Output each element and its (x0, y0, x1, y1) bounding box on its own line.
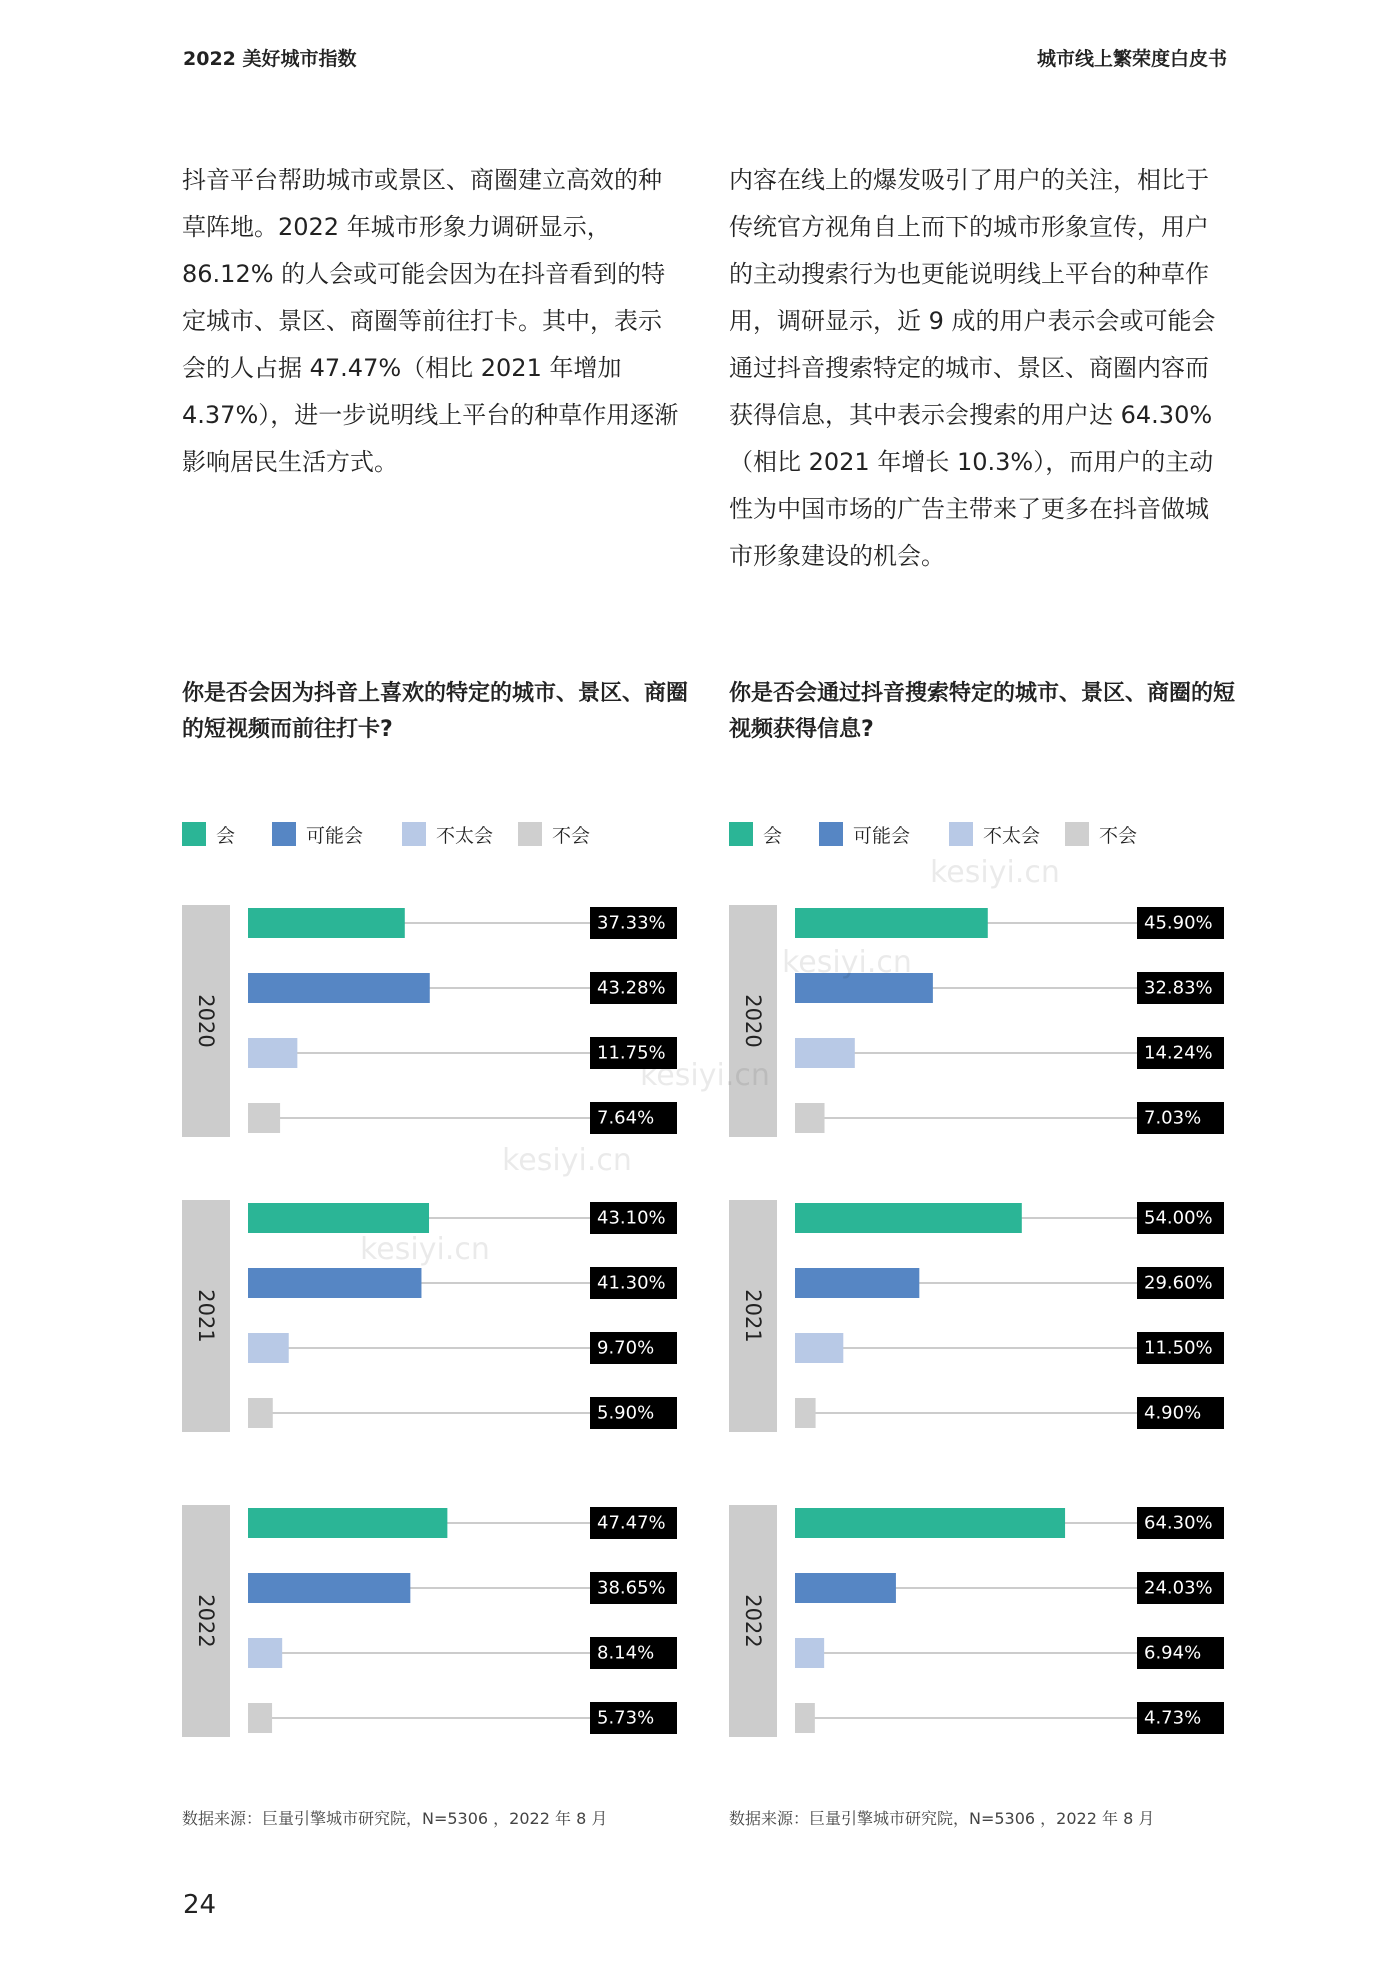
bar-2022-可能会 (248, 1573, 410, 1603)
watermark-text: kesiyi.cn (502, 1143, 632, 1178)
bar-2022-不会 (248, 1703, 272, 1733)
legend-swatch (182, 822, 206, 846)
bar-2020-不太会 (248, 1038, 297, 1068)
bar-2021-可能会 (795, 1268, 919, 1298)
legend-item-buhui (518, 822, 590, 846)
value-label: 4.73% (1144, 1707, 1202, 1729)
bar-2022-不太会 (248, 1638, 282, 1668)
body-paragraph-left: 抖音平台帮助城市或景区、商圈建立高效的种草阵地。2022 年城市形象力调研显示，86.12% 的人会或可能会因为在抖音看到的特定城市、景区、商圈等前往打卡。其中，表示会的人占据 47.47%（相比 2021 年增加 4.37%），进一步说明线上平台的种草作用逐渐影响居民生活方式。 (182, 166, 679, 476)
year-label: 2022 (194, 1594, 218, 1648)
bar-2022-不会 (795, 1703, 815, 1733)
value-label: 29.60% (1144, 1272, 1213, 1294)
value-label: 64.30% (1144, 1512, 1213, 1534)
watermark-text: kesiyi.cn (360, 1232, 490, 1267)
year-label: 2022 (741, 1594, 765, 1648)
chart-search-intent (729, 905, 1229, 1745)
value-label: 5.73% (597, 1707, 655, 1729)
legend-swatch (949, 822, 973, 846)
legend-swatch (1065, 822, 1089, 846)
value-label: 41.30% (597, 1272, 666, 1294)
legend-label: 可能会 (306, 824, 364, 847)
value-label: 14.24% (1144, 1042, 1213, 1064)
bar-2021-可能会 (248, 1268, 421, 1298)
value-label: 4.90% (1144, 1402, 1202, 1424)
legend-label: 会 (763, 824, 783, 847)
bar-2020-不太会 (795, 1038, 855, 1068)
bar-2022-会 (248, 1508, 447, 1538)
bar-2021-会 (795, 1203, 1022, 1233)
year-label: 2021 (741, 1289, 765, 1343)
bar-2021-不太会 (248, 1333, 289, 1363)
data-source-right: 数据来源：巨量引擎城市研究院，N=5306 ，2022 年 8 月 (729, 1809, 1155, 1828)
header-report-title: 2022 美好城市指数 (183, 48, 357, 70)
value-label: 8.14% (597, 1642, 655, 1664)
bar-2020-不会 (248, 1103, 280, 1133)
legend-item-hui (729, 822, 782, 846)
header-section-title: 城市线上繁荣度白皮书 (1036, 48, 1227, 70)
value-label: 6.94% (1144, 1642, 1202, 1664)
bar-2020-会 (248, 908, 405, 938)
bar-2021-不太会 (795, 1333, 843, 1363)
chart-svg-checkin (182, 905, 682, 1745)
legend-label: 不太会 (436, 824, 494, 847)
legend-swatch (272, 822, 296, 846)
value-label: 11.75% (597, 1042, 666, 1064)
value-label: 43.28% (597, 977, 666, 999)
value-label: 7.03% (1144, 1107, 1202, 1129)
bar-2020-会 (795, 908, 988, 938)
bar-2022-不太会 (795, 1638, 824, 1668)
value-label: 9.70% (597, 1337, 655, 1359)
value-label: 11.50% (1144, 1337, 1213, 1359)
legend-label: 不会 (1099, 824, 1138, 847)
bar-2021-会 (248, 1203, 429, 1233)
legend-item-keneng (272, 822, 363, 846)
watermark-text: kesiyi.cn (640, 1058, 770, 1093)
legend-swatch (518, 822, 542, 846)
year-label: 2020 (741, 994, 765, 1048)
legend-item-butaihui (949, 822, 1040, 846)
value-label: 37.33% (597, 912, 666, 934)
value-label: 32.83% (1144, 977, 1213, 999)
year-label: 2021 (194, 1289, 218, 1343)
value-label: 24.03% (1144, 1577, 1213, 1599)
data-source-left: 数据来源：巨量引擎城市研究院，N=5306 ，2022 年 8 月 (182, 1809, 608, 1828)
chart-svg-search (729, 905, 1229, 1745)
value-label: 7.64% (597, 1107, 655, 1129)
chart-title-left: 你是否会因为抖音上喜欢的特定的城市、景区、商圈的短视频而前往打卡? (182, 681, 689, 742)
legend-swatch (729, 822, 753, 846)
legend-item-butaihui (402, 822, 493, 846)
value-label: 54.00% (1144, 1207, 1213, 1229)
legend-swatch (402, 822, 426, 846)
bar-2021-不会 (795, 1398, 816, 1428)
value-label: 5.90% (597, 1402, 655, 1424)
legend-label: 可能会 (853, 824, 911, 847)
bar-2022-会 (795, 1508, 1065, 1538)
bar-2020-可能会 (248, 973, 430, 1003)
watermark-text: kesiyi.cn (782, 945, 912, 980)
bar-2022-可能会 (795, 1573, 896, 1603)
legend-label: 不会 (552, 824, 591, 847)
watermark-text: kesiyi.cn (930, 855, 1060, 890)
legend-swatch (819, 822, 843, 846)
legend-item-keneng (819, 822, 910, 846)
chart-checkin-intent (182, 905, 682, 1745)
year-label: 2020 (194, 994, 218, 1048)
bar-2021-不会 (248, 1398, 273, 1428)
value-label: 38.65% (597, 1577, 666, 1599)
page-number: 24 (183, 1890, 217, 1920)
value-label: 45.90% (1144, 912, 1213, 934)
bar-2020-不会 (795, 1103, 825, 1133)
legend-label: 不太会 (983, 824, 1041, 847)
legend-item-buhui (1065, 822, 1137, 846)
value-label: 47.47% (597, 1512, 666, 1534)
body-paragraph-right: 内容在线上的爆发吸引了用户的关注，相比于传统官方视角自上而下的城市形象宣传，用户的主动搜索行为也更能说明线上平台的种草作用，调研显示，近 9 成的用户表示会或可能会通过抖音搜索特定的城市、景区、商圈内容而获得信息，其中表示会搜索的用户达 64.30%（相比 2021 年增长 10.3%），而用户的主动性为中国市场的广告主带来了更多在抖音做城市形象建设的机会。 (729, 166, 1216, 570)
value-label: 43.10% (597, 1207, 666, 1229)
chart-title-right: 你是否会通过抖音搜索特定的城市、景区、商圈的短视频获得信息? (729, 681, 1236, 742)
legend-label: 会 (216, 824, 236, 847)
legend-item-hui (182, 822, 235, 846)
